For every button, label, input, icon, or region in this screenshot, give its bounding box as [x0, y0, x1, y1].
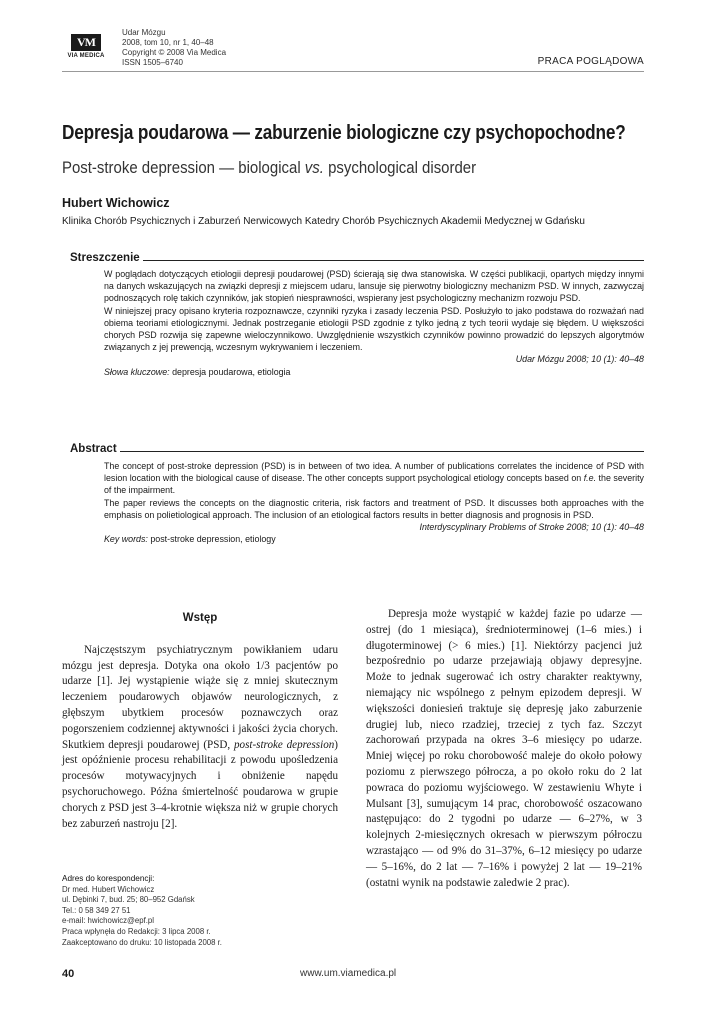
abstract-paragraph — [104, 460, 644, 497]
via-medica-logo-text: VIA MEDICA — [67, 53, 105, 59]
keywords-label: Słowa kluczowe: — [104, 366, 170, 377]
body-text: Najczęstszym psychiatrycznym powikłaniem udaru mózgu jest depresja. Dotyka ona około 1/3 pacjentów po udarze [1]. Jej wystąpienie wiąże się z mniej skutecznym leczeniem poudarowych objawów neurologicznych, z głębszym ubytkiem procesów poznawczych oraz pogorszeniem codziennej aktywności i jakości życia chorych. Skutkiem depresji poudarowej (PSD, — [62, 643, 338, 751]
abstract-emphasis: f.e. — [583, 473, 597, 484]
abstract-heading-label: Abstract — [70, 443, 117, 455]
journal-volume: 2008, tom 10, nr 1, 40–48 — [122, 38, 214, 47]
journal-meta — [122, 28, 226, 68]
keywords-value: post-stroke depression, etiology — [150, 534, 276, 545]
correspondence-heading: Adres do korespondencji: — [62, 874, 155, 883]
keywords-value: depresja poudarowa, etiologia — [172, 366, 291, 377]
article-title: Depresja poudarowa — zaburzenie biologiczne czy psychopochodne? — [62, 122, 626, 144]
correspondence-phone: Tel.: 0 58 349 27 51 — [62, 905, 131, 915]
via-medica-logo-mark: VM — [71, 34, 101, 51]
subtitle-part: Post-stroke depression — biological — [62, 158, 305, 177]
journal-copyright: Copyright © 2008 Via Medica — [122, 48, 227, 57]
abstract-text: the severity of the impairment. — [104, 473, 644, 496]
correspondence-email: e-mail: hwichowicz@epf.pl — [62, 916, 154, 926]
journal-issn: ISSN 1505–6740 — [122, 58, 183, 67]
body-emphasis: post-stroke depression — [233, 738, 335, 751]
streszczenie-paragraph: W niniejszej pracy opisano kryteria rozpoznawcze, czynniki ryzyka i zasady leczenia PSD. Posłużyło to jako podstawa do rozważań nad obiema teoriami etiologicznymi. Jednak postrzeganie etiologii PSD zgodnie z tylko jedną z tych teorii wydaje się błędem. U większości chorych PSD rozwija się zapewne wieloczynnikowo. Uwzględnienie wszystkich czynników powinno prowadzić do lepszych algorytmów związanych z jej prewencją, wczesnym wykrywaniem i leczeniem. — [104, 305, 644, 353]
right-column — [366, 607, 642, 891]
body-paragraph — [62, 643, 338, 833]
keywords-label: Key words: — [104, 534, 148, 545]
streszczenie-citation: Udar Mózgu 2008; 10 (1): 40–48 — [515, 354, 644, 365]
left-column — [62, 611, 338, 832]
subtitle-emphasis: vs. — [304, 158, 324, 177]
author-name: Hubert Wichowicz — [62, 196, 170, 210]
section-heading: Wstęp — [182, 612, 218, 624]
correspondence-block — [62, 874, 222, 948]
journal-name: Udar Mózgu — [122, 28, 166, 37]
footer-url: www.um.viamedica.pl — [300, 968, 397, 979]
abstract-text: The concept of post-stroke depression (PSD) is in between of two idea. A number of publications correlates the incidence of PSD with lesion location with the biological cause of disease. The other concepts support psychological etiology concepts based on — [104, 461, 644, 484]
author-affiliation: Klinika Chorób Psychicznych i Zaburzeń Nerwicowych Katedry Chorób Psychicznych Akademii Medycznej w Gdańsku — [62, 216, 585, 227]
page-number: 40 — [62, 968, 75, 980]
abstract-heading — [70, 443, 644, 455]
body-paragraph: Depresja może wystąpić w każdej fazie po udarze — ostrej (do 1 miesiąca), średnioterminowej (1–6 mies.) i długoterminowej (> 6 mies.) [1]. Niektórzy pacjenci już bezpośrednio po udarze przejawiają objawy depresyjne. Może to jednak sugerować ich ostry charakter reaktywny, niemający nic wspólnego z pełnym epizodem depresji. W większości doniesień traktuje się depresję jako zaburzenie drugiej lub, nieco rzadziej, trzeciej z tych faz. Szczyt zachorowań przypada na okres 3–6 miesięcy po udarze. Mniej więcej po roku chorobowość maleje do około połowy poziomu z pierwszego półrocza, a po około roku do 2 lat powraca do poziomu wyjściowego. W zestawieniu Whyte i Mulsant [3], sumującym 14 prac, chorobowość oszacowano następująco: do 2 tygodni po udarze — 6–27%, w 3 kolejnych 2-miesięcznych okresach w pierwszym półroczu wzrastająco — od 9% do 31–37%, 6–12 miesięcy po udarze — 5–16%, do 2 lat — 7–16% i powyżej 2 lat — 19–21% (ostatni wynik na podstawie zaledwie 2 prac). — [366, 608, 642, 889]
heading-rule — [143, 260, 644, 261]
abstract-body — [104, 460, 644, 545]
streszczenie-keywords — [104, 366, 644, 378]
streszczenie-heading — [70, 252, 644, 264]
streszczenie-body — [104, 268, 644, 378]
abstract-paragraph: The paper reviews the concepts on the diagnostic criteria, risk factors and treatment of PSD. It discusses both approaches with the emphasis on polietiological approach. The inclusion of an etiological factors results in better diagnosis and prognosis in PSD. — [104, 497, 644, 520]
heading-rule — [120, 451, 644, 452]
correspondence-name: Dr med. Hubert Wichowicz — [62, 884, 155, 894]
publisher-logo — [62, 34, 110, 59]
abstract-keywords — [104, 533, 644, 545]
abstract-citation: Interdyscyplinary Problems of Stroke 2008; 10 (1): 40–48 — [419, 522, 644, 533]
correspondence-address: ul. Dębinki 7, bud. 25; 80–952 Gdańsk — [62, 895, 195, 905]
accepted-date: Zaakceptowano do druku: 10 listopada 2008 r. — [62, 937, 222, 947]
streszczenie-heading-label: Streszczenie — [70, 252, 140, 264]
body-text: ) jest opóźnienie procesu rehabilitacji z powodu upośledzenia procesów motywacyjnych i obniżenie napędu psychoruchowego. Późna śmiertelność poudarowa w grupie chorych z PSD jest 3–4-krotnie większa niż w grupie chorych bez zaburzeń nastroju [2]. — [62, 738, 338, 830]
subtitle-part: psychological disorder — [323, 158, 477, 177]
article-subtitle — [62, 158, 476, 178]
streszczenie-paragraph: W poglądach dotyczących etiologii depresji poudarowej (PSD) ścierają się dwa stanowiska. W części publikacji, opartych między innymi na danych wskazujących na związki depresji z miejscem udaru, lansuje się pierwotny biologiczny mechanizm PSD. W innych, zazwyczaj podnoszących rolę takich czynników, jak stopień niesprawności, wspierany jest psychologiczny mechanizm rozwoju PSD. — [104, 269, 644, 304]
received-date: Praca wpłynęła do Redakcji: 3 lipca 2008 r. — [62, 926, 211, 936]
header-divider — [62, 71, 644, 72]
section-label: PRACA POGLĄDOWA — [537, 56, 644, 67]
